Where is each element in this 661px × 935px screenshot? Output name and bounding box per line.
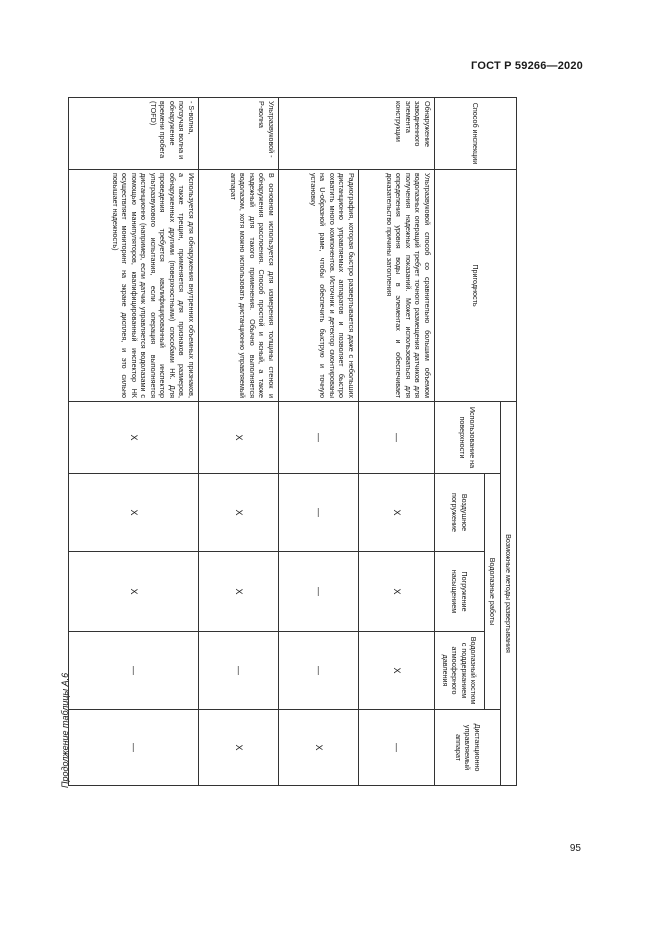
mark-air: X [359,474,435,552]
mark-surface: X [199,402,279,474]
description-cell: Ультразвуковой способ со сравнительно большим объемом водолазных операций требует точного размещения датчиков для получения надежных показаний. Может использоваться для определения уровня воды в элементах и обеспечивает доказательство причины затопления [359,170,435,402]
mark-air: X [199,474,279,552]
description-cell: Радиография, которая быстро развертывается даже с небольших дистанционно управляемых аппаратов и позволяет быстро охватить много компонентов. Источник и детектор смонтированы на U-образной раме, чтобы обеспечить быструю и точную установку [279,170,359,402]
table-row [359,98,435,786]
mark-rov: X [199,710,279,786]
mark-air: X [69,474,199,552]
col-header-suitability: Пригодность [435,170,517,402]
description-cell: В основном используется для измерения толщины стенок и обнаружения расслоения. Способ простой и ясный, а также надежный для такого применения. Обычно выполняется водолазом, хотя можно использовать дистанционно управляемый аппарат [199,170,279,402]
mark-atm-suit: — [69,632,199,710]
table-caption: Продолжение таблицы А.6 [60,672,70,788]
description-cell: Используется для обнаружения внутренних объемных признаков, а также трещин, применяется для признаков размеров, обнаруженных другими (поверхностными) способами НК. Для проведения требуется квалифицированный инспектор ультразвукового испытания, если операция выполняется дистанционно (например, если датчик управляется водолазами с помощью манипуляторов, квалифицированный инспектор НК осуществляет мониторинг на экране дисплея, и это сильно повышает надежность) [69,170,199,402]
method-cell: Ультразвуковой - P-волна [199,98,279,170]
method-cell: - S-волна, ползучая волна и обнаружение времени пробега (TOFD) [69,98,199,170]
mark-rov: X [279,710,359,786]
mark-atm-suit: X [359,632,435,710]
table-row [279,98,359,786]
rotated-table-wrapper [111,97,517,785]
col-header-atm-suit: Водолазный костюм с поддержанием атмосферного давления [435,632,485,710]
table-row [199,98,279,786]
mark-surface: — [359,402,435,474]
col-header-deployment: Возможные методы развертывания [501,402,517,786]
mark-atm-suit: — [199,632,279,710]
mark-surface: — [279,402,359,474]
table-row [69,98,199,786]
col-header-surface: Использование на поверхности [435,402,501,474]
method-cell: Обнаружение заводненного элемента конструкции [279,98,435,170]
inspection-methods-table [68,97,517,786]
mark-atm-suit: — [279,632,359,710]
mark-rov: — [359,710,435,786]
mark-air: — [279,474,359,552]
col-header-saturation: Погружение насыщением [435,552,485,632]
col-header-method: Способ инспекции [435,98,517,170]
mark-saturation: X [69,552,199,632]
standard-header: ГОСТ Р 59266—2020 [471,60,583,72]
col-header-air: Воздушное погружение [435,474,485,552]
mark-saturation: — [279,552,359,632]
mark-saturation: X [199,552,279,632]
col-header-rov: Дистанционно управляемый аппарат [435,710,501,786]
col-header-diving: Водолазные работы [485,474,501,710]
mark-saturation: X [359,552,435,632]
page-number: 95 [569,843,581,854]
mark-surface: X [69,402,199,474]
mark-rov: — [69,710,199,786]
